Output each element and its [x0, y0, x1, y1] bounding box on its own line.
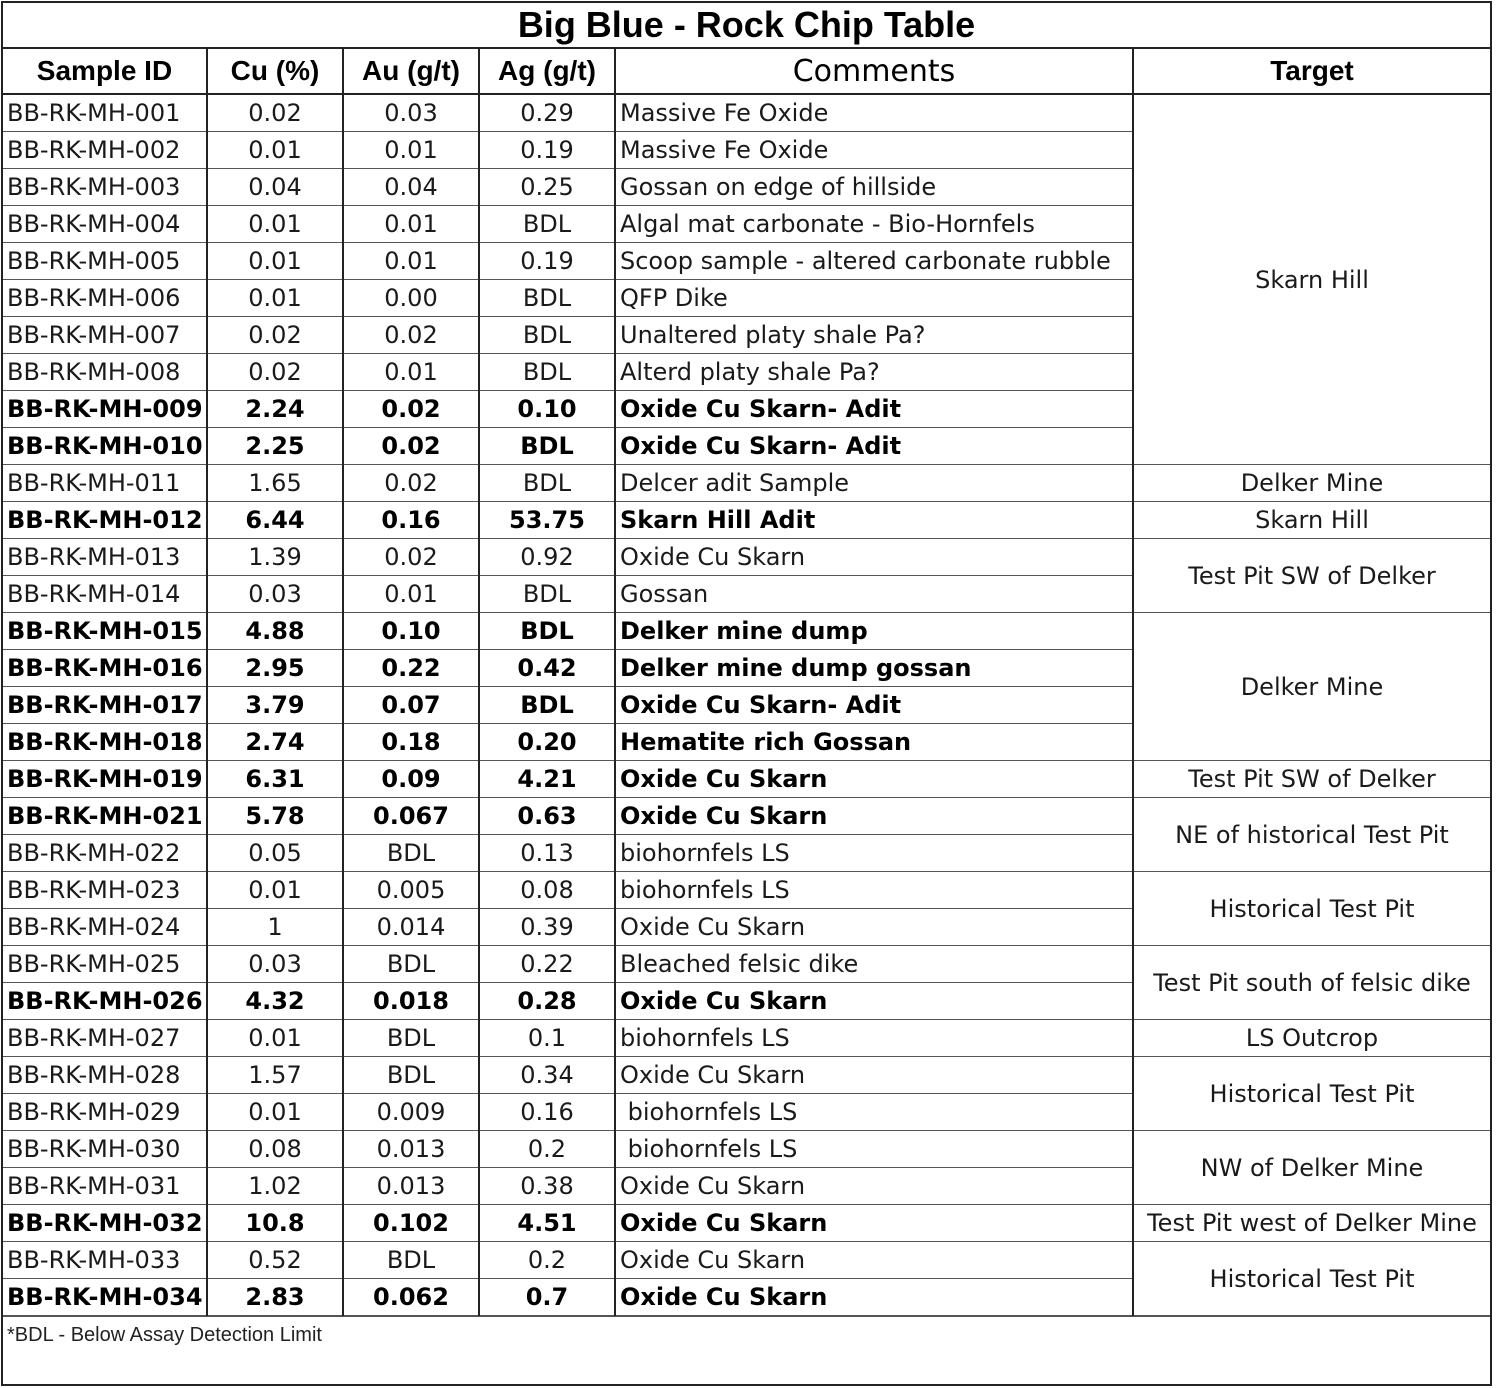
cu-cell: 0.01: [207, 872, 343, 909]
au-cell: 0.18: [343, 724, 479, 761]
cu-cell: 0.04: [207, 169, 343, 206]
cu-cell: 0.01: [207, 1020, 343, 1057]
table-row: [3, 539, 1490, 576]
cu-cell: 10.8: [207, 1205, 343, 1242]
ag-cell: 0.42: [479, 650, 615, 687]
comment-cell: Oxide Cu Skarn: [615, 761, 1133, 798]
table-row: [3, 465, 1490, 502]
au-cell: 0.02: [343, 391, 479, 428]
sample-id-cell: BB-RK-MH-002: [3, 132, 207, 169]
comment-cell: Hematite rich Gossan: [615, 724, 1133, 761]
target-cell: NE of historical Test Pit: [1133, 798, 1490, 872]
header-target: Target: [1133, 49, 1490, 94]
target-cell: Historical Test Pit: [1133, 872, 1490, 946]
table-body: [3, 94, 1490, 1316]
cu-cell: 0.01: [207, 280, 343, 317]
header-ag: Ag (g/t): [479, 49, 615, 94]
table-title: Big Blue - Rock Chip Table: [3, 3, 1490, 49]
ag-cell: BDL: [479, 206, 615, 243]
ag-cell: 0.2: [479, 1242, 615, 1279]
comment-cell: Unaltered platy shale Pa?: [615, 317, 1133, 354]
cu-cell: 0.02: [207, 317, 343, 354]
au-cell: 0.10: [343, 613, 479, 650]
sample-id-cell: BB-RK-MH-009: [3, 391, 207, 428]
au-cell: 0.09: [343, 761, 479, 798]
sample-id-cell: BB-RK-MH-027: [3, 1020, 207, 1057]
sample-id-cell: BB-RK-MH-007: [3, 317, 207, 354]
table-row: [3, 761, 1490, 798]
table-row: [3, 946, 1490, 983]
au-cell: 0.067: [343, 798, 479, 835]
au-cell: BDL: [343, 946, 479, 983]
target-cell: Test Pit west of Delker Mine: [1133, 1205, 1490, 1242]
au-cell: 0.01: [343, 354, 479, 391]
cu-cell: 0.01: [207, 206, 343, 243]
sample-id-cell: BB-RK-MH-031: [3, 1168, 207, 1205]
ag-cell: 0.13: [479, 835, 615, 872]
comment-cell: biohornfels LS: [615, 872, 1133, 909]
cu-cell: 0.01: [207, 132, 343, 169]
sample-id-cell: BB-RK-MH-001: [3, 94, 207, 132]
header-comments: Comments: [615, 49, 1133, 94]
table-row: [3, 613, 1490, 650]
table-row: [3, 502, 1490, 539]
header-cu: Cu (%): [207, 49, 343, 94]
ag-cell: BDL: [479, 576, 615, 613]
cu-cell: 0.01: [207, 243, 343, 280]
footnote: *BDL - Below Assay Detection Limit: [3, 1316, 1490, 1353]
table-row: [3, 872, 1490, 909]
comment-cell: biohornfels LS: [615, 835, 1133, 872]
ag-cell: 0.10: [479, 391, 615, 428]
comment-cell: Gossan on edge of hillside: [615, 169, 1133, 206]
target-cell: LS Outcrop: [1133, 1020, 1490, 1057]
comment-cell: Oxide Cu Skarn: [615, 1242, 1133, 1279]
ag-cell: 0.92: [479, 539, 615, 576]
ag-cell: 0.1: [479, 1020, 615, 1057]
comment-cell: Oxide Cu Skarn- Adit: [615, 428, 1133, 465]
ag-cell: 0.25: [479, 169, 615, 206]
table-row: [3, 1131, 1490, 1168]
ag-cell: BDL: [479, 428, 615, 465]
cu-cell: 0.52: [207, 1242, 343, 1279]
comment-cell: Bleached felsic dike: [615, 946, 1133, 983]
table-row: [3, 1242, 1490, 1279]
sample-id-cell: BB-RK-MH-028: [3, 1057, 207, 1094]
comment-cell: Massive Fe Oxide: [615, 94, 1133, 132]
cu-cell: 6.31: [207, 761, 343, 798]
au-cell: 0.01: [343, 132, 479, 169]
sample-id-cell: BB-RK-MH-015: [3, 613, 207, 650]
ag-cell: 0.29: [479, 94, 615, 132]
comment-cell: Oxide Cu Skarn: [615, 539, 1133, 576]
header-au: Au (g/t): [343, 49, 479, 94]
sample-id-cell: BB-RK-MH-003: [3, 169, 207, 206]
table-row: [3, 1020, 1490, 1057]
ag-cell: 0.22: [479, 946, 615, 983]
sample-id-cell: BB-RK-MH-004: [3, 206, 207, 243]
sample-id-cell: BB-RK-MH-021: [3, 798, 207, 835]
comment-cell: Oxide Cu Skarn: [615, 1279, 1133, 1316]
comment-cell: Delker mine dump gossan: [615, 650, 1133, 687]
sample-id-cell: BB-RK-MH-008: [3, 354, 207, 391]
au-cell: 0.02: [343, 428, 479, 465]
sample-id-cell: BB-RK-MH-018: [3, 724, 207, 761]
ag-cell: BDL: [479, 687, 615, 724]
ag-cell: 0.38: [479, 1168, 615, 1205]
au-cell: 0.04: [343, 169, 479, 206]
sample-id-cell: BB-RK-MH-029: [3, 1094, 207, 1131]
comment-cell: Oxide Cu Skarn: [615, 983, 1133, 1020]
comment-cell: Skarn Hill Adit: [615, 502, 1133, 539]
rock-chip-table-document: [1, 1, 1492, 1386]
ag-cell: 4.21: [479, 761, 615, 798]
sample-id-cell: BB-RK-MH-022: [3, 835, 207, 872]
ag-cell: 0.16: [479, 1094, 615, 1131]
ag-cell: BDL: [479, 354, 615, 391]
au-cell: 0.014: [343, 909, 479, 946]
comment-cell: Oxide Cu Skarn- Adit: [615, 391, 1133, 428]
cu-cell: 0.02: [207, 94, 343, 132]
comment-cell: biohornfels LS: [615, 1131, 1133, 1168]
au-cell: BDL: [343, 1057, 479, 1094]
target-cell: Test Pit SW of Delker: [1133, 539, 1490, 613]
comment-cell: Gossan: [615, 576, 1133, 613]
ag-cell: BDL: [479, 317, 615, 354]
au-cell: 0.03: [343, 94, 479, 132]
header-row: [3, 49, 1490, 94]
target-cell: Test Pit SW of Delker: [1133, 761, 1490, 798]
ag-cell: BDL: [479, 280, 615, 317]
cu-cell: 1.39: [207, 539, 343, 576]
target-cell: Skarn Hill: [1133, 94, 1490, 465]
au-cell: 0.22: [343, 650, 479, 687]
cu-cell: 4.32: [207, 983, 343, 1020]
cu-cell: 1.57: [207, 1057, 343, 1094]
au-cell: BDL: [343, 1242, 479, 1279]
ag-cell: 0.39: [479, 909, 615, 946]
comment-cell: Alterd platy shale Pa?: [615, 354, 1133, 391]
ag-cell: 53.75: [479, 502, 615, 539]
target-cell: Delker Mine: [1133, 465, 1490, 502]
ag-cell: 0.28: [479, 983, 615, 1020]
sample-id-cell: BB-RK-MH-016: [3, 650, 207, 687]
comment-cell: QFP Dike: [615, 280, 1133, 317]
au-cell: 0.01: [343, 206, 479, 243]
target-cell: Test Pit south of felsic dike: [1133, 946, 1490, 1020]
au-cell: 0.01: [343, 576, 479, 613]
ag-cell: BDL: [479, 465, 615, 502]
au-cell: 0.013: [343, 1131, 479, 1168]
sample-id-cell: BB-RK-MH-005: [3, 243, 207, 280]
ag-cell: 0.19: [479, 243, 615, 280]
au-cell: 0.102: [343, 1205, 479, 1242]
comment-cell: Oxide Cu Skarn- Adit: [615, 687, 1133, 724]
cu-cell: 5.78: [207, 798, 343, 835]
ag-cell: 0.7: [479, 1279, 615, 1316]
cu-cell: 4.88: [207, 613, 343, 650]
au-cell: 0.02: [343, 317, 479, 354]
comment-cell: Oxide Cu Skarn: [615, 1057, 1133, 1094]
comment-cell: Delcer adit Sample: [615, 465, 1133, 502]
cu-cell: 0.02: [207, 354, 343, 391]
sample-id-cell: BB-RK-MH-026: [3, 983, 207, 1020]
comment-cell: Algal mat carbonate - Bio-Hornfels: [615, 206, 1133, 243]
cu-cell: 1.65: [207, 465, 343, 502]
target-cell: Skarn Hill: [1133, 502, 1490, 539]
ag-cell: 0.63: [479, 798, 615, 835]
cu-cell: 2.95: [207, 650, 343, 687]
cu-cell: 1: [207, 909, 343, 946]
sample-id-cell: BB-RK-MH-030: [3, 1131, 207, 1168]
target-cell: Delker Mine: [1133, 613, 1490, 761]
sample-id-cell: BB-RK-MH-033: [3, 1242, 207, 1279]
sample-id-cell: BB-RK-MH-011: [3, 465, 207, 502]
cu-cell: 1.02: [207, 1168, 343, 1205]
sample-id-cell: BB-RK-MH-017: [3, 687, 207, 724]
comment-cell: Scoop sample - altered carbonate rubble: [615, 243, 1133, 280]
sample-id-cell: BB-RK-MH-019: [3, 761, 207, 798]
au-cell: 0.07: [343, 687, 479, 724]
table-row: [3, 798, 1490, 835]
cu-cell: 0.03: [207, 946, 343, 983]
au-cell: 0.062: [343, 1279, 479, 1316]
sample-id-cell: BB-RK-MH-010: [3, 428, 207, 465]
comment-cell: Oxide Cu Skarn: [615, 1205, 1133, 1242]
sample-id-cell: BB-RK-MH-013: [3, 539, 207, 576]
au-cell: 0.00: [343, 280, 479, 317]
target-cell: Historical Test Pit: [1133, 1242, 1490, 1316]
cu-cell: 3.79: [207, 687, 343, 724]
target-cell: Historical Test Pit: [1133, 1057, 1490, 1131]
comment-cell: Massive Fe Oxide: [615, 132, 1133, 169]
sample-id-cell: BB-RK-MH-023: [3, 872, 207, 909]
au-cell: 0.009: [343, 1094, 479, 1131]
au-cell: BDL: [343, 835, 479, 872]
ag-cell: BDL: [479, 613, 615, 650]
sample-id-cell: BB-RK-MH-006: [3, 280, 207, 317]
ag-cell: 0.34: [479, 1057, 615, 1094]
au-cell: BDL: [343, 1020, 479, 1057]
sample-id-cell: BB-RK-MH-014: [3, 576, 207, 613]
cu-cell: 6.44: [207, 502, 343, 539]
sample-id-cell: BB-RK-MH-032: [3, 1205, 207, 1242]
table-row: [3, 1057, 1490, 1094]
comment-cell: Oxide Cu Skarn: [615, 798, 1133, 835]
sample-id-cell: BB-RK-MH-024: [3, 909, 207, 946]
au-cell: 0.02: [343, 465, 479, 502]
cu-cell: 0.01: [207, 1094, 343, 1131]
sample-id-cell: BB-RK-MH-012: [3, 502, 207, 539]
ag-cell: 4.51: [479, 1205, 615, 1242]
au-cell: 0.16: [343, 502, 479, 539]
au-cell: 0.013: [343, 1168, 479, 1205]
au-cell: 0.018: [343, 983, 479, 1020]
au-cell: 0.02: [343, 539, 479, 576]
cu-cell: 0.08: [207, 1131, 343, 1168]
cu-cell: 2.74: [207, 724, 343, 761]
ag-cell: 0.20: [479, 724, 615, 761]
au-cell: 0.005: [343, 872, 479, 909]
cu-cell: 2.25: [207, 428, 343, 465]
comment-cell: biohornfels LS: [615, 1094, 1133, 1131]
ag-cell: 0.19: [479, 132, 615, 169]
cu-cell: 2.83: [207, 1279, 343, 1316]
cu-cell: 0.05: [207, 835, 343, 872]
sample-id-cell: BB-RK-MH-034: [3, 1279, 207, 1316]
ag-cell: 0.2: [479, 1131, 615, 1168]
table-row: [3, 1205, 1490, 1242]
sample-id-cell: BB-RK-MH-025: [3, 946, 207, 983]
table-row: [3, 94, 1490, 132]
comment-cell: Oxide Cu Skarn: [615, 1168, 1133, 1205]
comment-cell: biohornfels LS: [615, 1020, 1133, 1057]
header-sample-id: Sample ID: [3, 49, 207, 94]
cu-cell: 0.03: [207, 576, 343, 613]
comment-cell: Delker mine dump: [615, 613, 1133, 650]
rock-chip-table: [3, 49, 1490, 1316]
au-cell: 0.01: [343, 243, 479, 280]
comment-cell: Oxide Cu Skarn: [615, 909, 1133, 946]
target-cell: NW of Delker Mine: [1133, 1131, 1490, 1205]
ag-cell: 0.08: [479, 872, 615, 909]
cu-cell: 2.24: [207, 391, 343, 428]
